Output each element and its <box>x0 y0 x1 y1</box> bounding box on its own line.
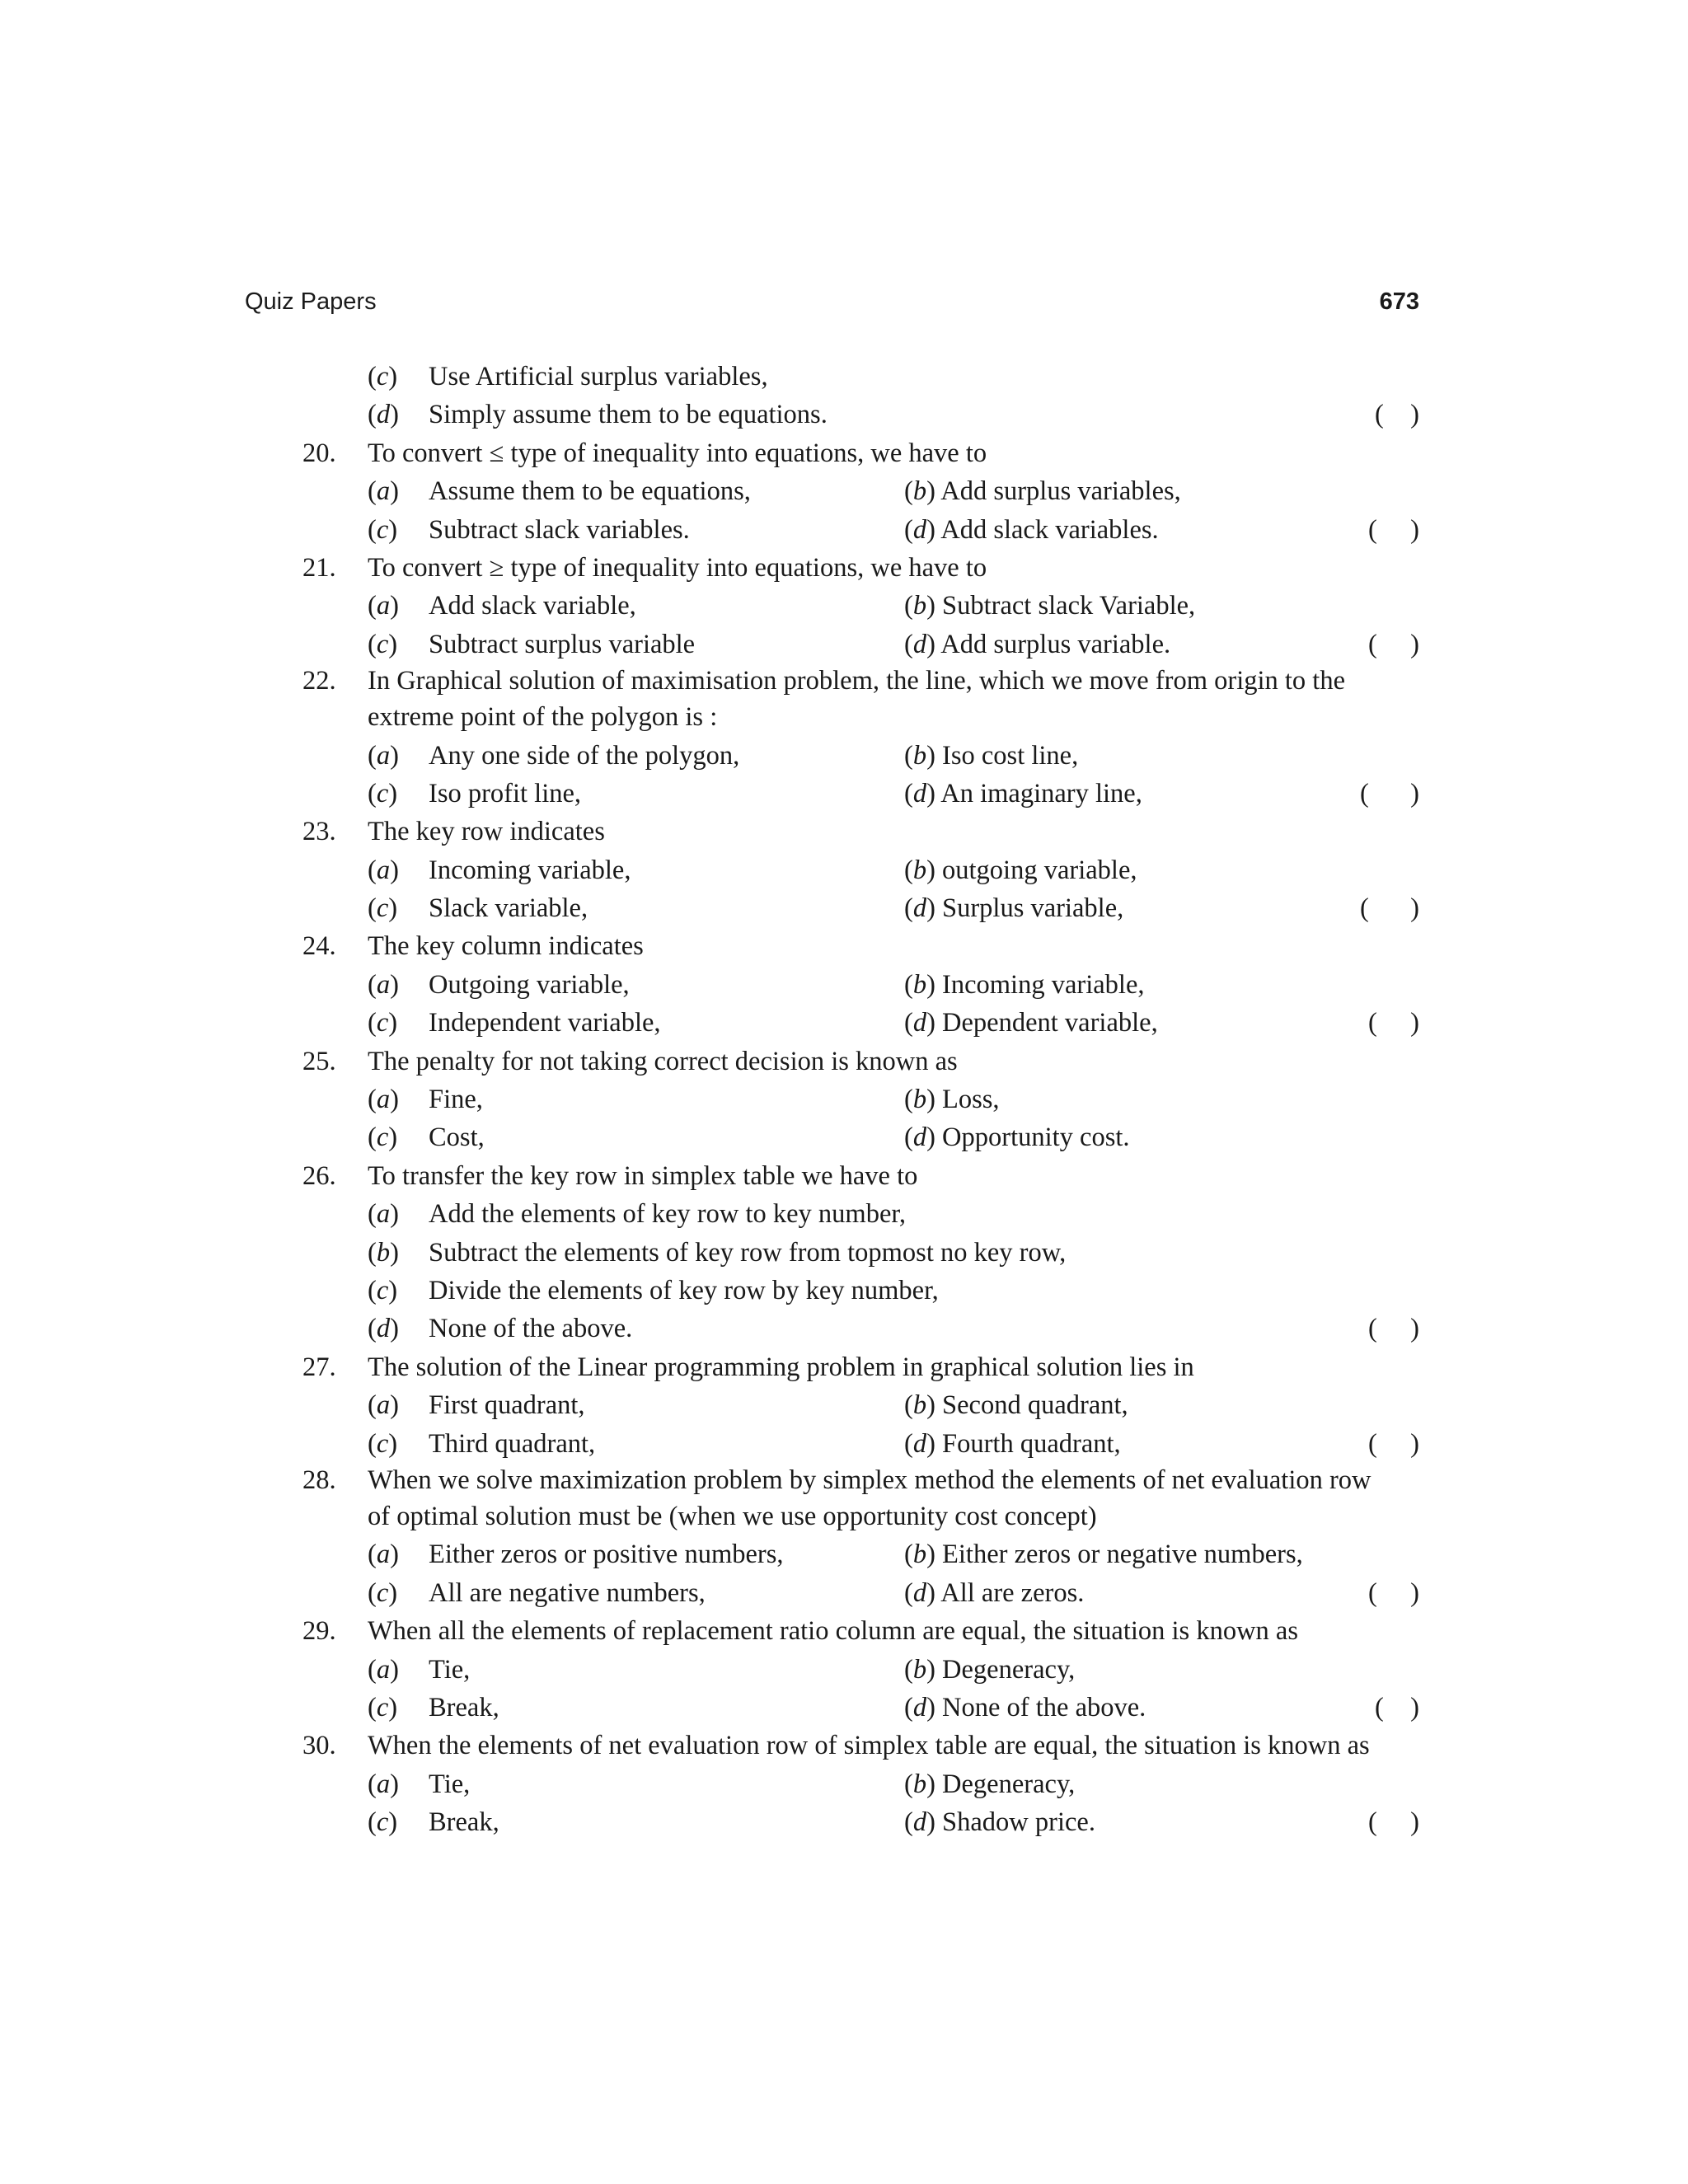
option-a: (a) Tie, <box>368 1769 471 1799</box>
option-row <box>245 472 1419 510</box>
option-row: (c) Slack variable, (d) Surplus variable, ( ) <box>245 889 1419 927</box>
option-row: (d) Simply assume them to be equations. ( ) <box>245 396 1419 434</box>
option-b: (b) Second quadrant, <box>904 1390 1128 1421</box>
question-text: To transfer the key row in simplex table we have to <box>368 1160 918 1191</box>
question-text: To convert ≥ type of inequality into equations, we have to <box>368 552 987 583</box>
option-row <box>245 1272 1419 1310</box>
option-row: (c) All are negative numbers, (d) All are zeros. ( ) <box>245 1574 1419 1612</box>
question-line <box>245 1727 1419 1765</box>
option-c: (c) Third quadrant, <box>368 1428 596 1459</box>
option-c: (c) Divide the elements of key row by key number, <box>368 1275 939 1305</box>
option-d: (d) None of the above. <box>904 1692 1146 1722</box>
question-number: 23. <box>302 817 336 847</box>
question-number: 22. <box>302 666 336 696</box>
option-b: (b) Add surplus variables, <box>904 476 1181 507</box>
option-a: (a) Either zeros or positive numbers, <box>368 1540 784 1570</box>
option-a: (a) Incoming variable, <box>368 855 631 885</box>
option-b: (b) Incoming variable, <box>904 969 1145 1000</box>
option-row: (c) Break, (d) Shadow price. ( ) <box>245 1803 1419 1841</box>
option-b: (b) Iso cost line, <box>904 740 1079 771</box>
option-d: (d) None of the above. <box>368 1314 633 1344</box>
option-row <box>245 358 1419 396</box>
option-a: (a) Tie, <box>368 1654 471 1685</box>
option-a: (a) First quadrant, <box>368 1390 585 1421</box>
option-a: (a) Assume them to be equations, <box>368 476 751 507</box>
question-line <box>245 813 1419 851</box>
question-text: When all the elements of replacement ratio column are equal, the situation is known as <box>368 1616 1298 1647</box>
option-row <box>245 966 1419 1004</box>
question-number: 26. <box>302 1160 336 1191</box>
option-c: (c) Use Artificial surplus variables, <box>368 362 768 391</box>
option-c: (c) Independent variable, <box>368 1008 661 1038</box>
option-b: (b) Either zeros or negative numbers, <box>904 1540 1303 1570</box>
option-d: (d) Dependent variable, <box>904 1008 1158 1038</box>
option-row <box>245 1195 1419 1233</box>
option-d: (d) Add slack variables. <box>904 514 1159 545</box>
option-row <box>245 1234 1419 1272</box>
option-b: (b) Subtract slack Variable, <box>904 591 1196 621</box>
question-text: The key row indicates <box>368 817 605 847</box>
option-b: (b) Loss, <box>904 1085 1000 1115</box>
question-number: 27. <box>302 1352 336 1382</box>
option-row: (c) Third quadrant, (d) Fourth quadrant, ( ) <box>245 1425 1419 1463</box>
option-d: (d) All are zeros. <box>904 1577 1085 1608</box>
quiz-content <box>245 358 1419 1841</box>
option-c: (c) Break, <box>368 1692 499 1722</box>
question-line <box>245 927 1419 965</box>
option-row: (c) Break, (d) None of the above. ( ) <box>245 1689 1419 1727</box>
page-number: 673 <box>1379 288 1419 315</box>
option-c: (c) Iso profit line, <box>368 778 582 808</box>
running-head: Quiz Papers <box>245 288 377 315</box>
option-row <box>245 1118 1419 1156</box>
option-d: (d) Shadow price. <box>904 1807 1095 1838</box>
option-a: (a) Fine, <box>368 1085 483 1115</box>
question-line-cont <box>245 698 1419 736</box>
option-c: (c) Break, <box>368 1807 499 1838</box>
question-text: When the elements of net evaluation row of simplex table are equal, the situation is known as <box>368 1731 1370 1761</box>
question-text-cont: of optimal solution must be (when we use opportunity cost concept) <box>368 1501 1097 1531</box>
option-c: (c) Cost, <box>368 1122 485 1153</box>
question-text-cont: extreme point of the polygon is : <box>368 702 718 733</box>
question-line <box>245 1463 1419 1497</box>
option-row: (c) Iso profit line, (d) An imaginary line, ( ) <box>245 775 1419 813</box>
option-row <box>245 851 1419 889</box>
question-text: When we solve maximization problem by simplex method the elements of net evaluation row <box>368 1465 1372 1495</box>
option-c: (c) Subtract surplus variable <box>368 629 696 659</box>
question-line-cont <box>245 1497 1419 1535</box>
question-text: The penalty for not taking correct decision is known as <box>368 1046 958 1076</box>
option-row: (d) None of the above. ( ) <box>245 1310 1419 1347</box>
question-number: 25. <box>302 1046 336 1076</box>
option-a: (a) Add slack variable, <box>368 591 636 621</box>
option-row: (c) Independent variable, (d) Dependent variable, ( ) <box>245 1004 1419 1042</box>
question-text: The solution of the Linear programming problem in graphical solution lies in <box>368 1352 1194 1382</box>
option-row <box>245 1765 1419 1803</box>
option-a: (a) Add the elements of key row to key number, <box>368 1199 907 1230</box>
question-text: To convert ≤ type of inequality into equations, we have to <box>368 438 987 468</box>
question-number: 30. <box>302 1731 336 1761</box>
page-header <box>245 288 1419 321</box>
question-number: 21. <box>302 552 336 583</box>
option-b: (b) Subtract the elements of key row from topmost no key row, <box>368 1237 1067 1268</box>
option-d: (d) Add surplus variable. <box>904 629 1171 659</box>
question-number: 24. <box>302 931 336 962</box>
option-a: (a) Outgoing variable, <box>368 969 630 1000</box>
option-row <box>245 1386 1419 1424</box>
option-b: (b) Degeneracy, <box>904 1654 1076 1685</box>
question-text: In Graphical solution of maximisation problem, the line, which we move from origin to the <box>368 666 1345 696</box>
option-row <box>245 587 1419 625</box>
option-d: (d) Fourth quadrant, <box>904 1428 1121 1459</box>
option-row <box>245 1651 1419 1689</box>
option-b: (b) outgoing variable, <box>904 855 1137 885</box>
option-c: (c) Slack variable, <box>368 893 588 924</box>
question-line <box>245 1043 1419 1080</box>
option-row: (c) Subtract slack variables. (d) Add slack variables. ( ) <box>245 511 1419 549</box>
question-line <box>245 1612 1419 1650</box>
question-number: 29. <box>302 1616 336 1647</box>
question-number: 20. <box>302 438 336 468</box>
option-a: (a) Any one side of the polygon, <box>368 740 740 771</box>
option-row <box>245 1080 1419 1118</box>
option-d: (d) Simply assume them to be equations. <box>368 400 828 430</box>
option-d: (d) An imaginary line, <box>904 778 1142 808</box>
question-line <box>245 663 1419 698</box>
option-c: (c) Subtract slack variables. <box>368 514 690 545</box>
option-c: (c) All are negative numbers, <box>368 1577 706 1608</box>
option-b: (b) Degeneracy, <box>904 1769 1076 1799</box>
option-d: (d) Surplus variable, <box>904 893 1124 924</box>
question-line <box>245 1157 1419 1195</box>
option-row <box>245 737 1419 775</box>
question-number: 28. <box>302 1465 336 1495</box>
question-line <box>245 434 1419 472</box>
question-line <box>245 549 1419 587</box>
question-line <box>245 1348 1419 1386</box>
option-d: (d) Opportunity cost. <box>904 1122 1130 1153</box>
option-row: (c) Subtract surplus variable (d) Add surplus variable. ( ) <box>245 626 1419 663</box>
option-row <box>245 1535 1419 1573</box>
question-text: The key column indicates <box>368 931 644 962</box>
